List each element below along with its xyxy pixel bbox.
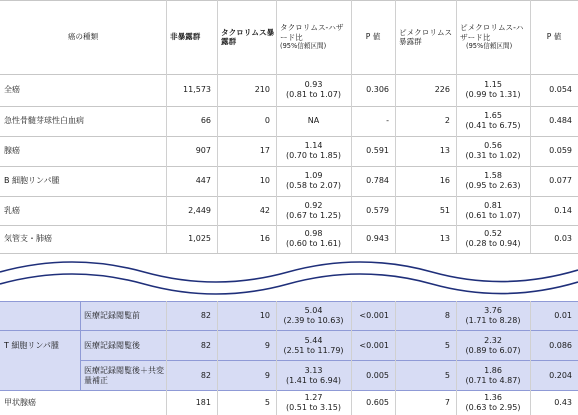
cell-text: 9 [264, 370, 270, 380]
cell-text: 1.86 [484, 365, 502, 375]
cell-ci-text: (0.81 to 1.07) [286, 90, 341, 99]
row-name-text: 全癌 [4, 85, 20, 94]
cell-non-exposed [166, 74, 217, 106]
table-break-waves [0, 252, 578, 300]
cell-p2 [530, 391, 578, 415]
cell-text: 0.591 [366, 146, 389, 155]
cell-text: 0.943 [366, 234, 389, 243]
cell-ci-text: (1.41 to 6.94) [286, 375, 341, 385]
cell-ci-text: (0.63 to 2.95) [465, 403, 521, 412]
cell-text: 42 [259, 205, 270, 215]
cell-text: 0.56 [484, 141, 502, 150]
row-name-text: 腺癌 [4, 146, 20, 155]
cell-tacro-exposed [217, 166, 276, 196]
tcell-sub-label [80, 331, 166, 360]
tcell-sub-label-text: 医療記録閲覧前 [84, 310, 140, 320]
header-tacro-exposed-text: タクロリムス暴露群 [221, 27, 275, 46]
cell-tacro-hr [276, 106, 351, 136]
cell-text: 3.13 [304, 365, 323, 375]
cell-tacro-hr [276, 391, 351, 415]
cell-ci-text: (0.58 to 2.07) [286, 181, 341, 190]
cell-non-exposed [166, 136, 217, 166]
cell-text: 226 [434, 85, 450, 94]
row-name [0, 166, 166, 196]
row-name-text: B 細胞リンパ腫 [4, 176, 60, 185]
cell-p2 [530, 331, 578, 360]
cell-text: 5.04 [304, 305, 323, 315]
cell-text: 0.03 [554, 234, 572, 243]
cell-pime-hr [456, 301, 530, 330]
cell-tacro-exposed [217, 331, 276, 360]
cell-p1 [351, 136, 395, 166]
header-pime-hr-text: ピメクロリムス-ハザード比 [460, 23, 524, 42]
row-name-text: 甲状腺癌 [4, 398, 36, 407]
header-pime-hr [456, 0, 530, 74]
cell-text: 5.44 [304, 335, 323, 345]
cell-ci-text: (2.39 to 10.63) [283, 315, 344, 325]
cell-p2 [530, 225, 578, 253]
cell-tacro-exposed [217, 361, 276, 390]
cell-ci-text: (0.41 to 6.75) [465, 121, 521, 130]
cell-text: 0.98 [304, 229, 323, 238]
cell-text: 0.579 [366, 205, 389, 215]
cell-tacro-exposed [217, 74, 276, 106]
tcell-sub-label [80, 361, 166, 390]
cell-pime-hr [456, 225, 530, 253]
cell-pime-exposed [395, 331, 456, 360]
row-name [0, 225, 166, 253]
cell-ci-text: (0.61 to 1.07) [465, 210, 521, 220]
cell-text: 13 [439, 234, 450, 243]
cell-p1 [351, 391, 395, 415]
cell-text: 10 [259, 310, 270, 320]
cell-text: 82 [200, 310, 211, 320]
cell-pime-exposed [395, 225, 456, 253]
header-tacro-exposed [217, 0, 276, 74]
cell-ci-text: (0.67 to 1.25) [286, 210, 341, 220]
cell-p1 [351, 225, 395, 253]
header-pime-ci-text: (95%信頼区間) [466, 42, 513, 51]
cell-tacro-exposed [217, 391, 276, 415]
cell-ci-text: (0.71 to 4.87) [465, 375, 521, 385]
cell-pime-hr [456, 361, 530, 390]
cell-text: 0.52 [484, 229, 502, 238]
cell-p2 [530, 136, 578, 166]
cell-text: 2,449 [188, 205, 211, 215]
cell-non-exposed [166, 391, 217, 415]
cell-text: - [386, 116, 389, 125]
cell-non-exposed [166, 166, 217, 196]
header-non-exposed-text: 非暴露群 [170, 32, 201, 42]
cell-text: 82 [200, 340, 211, 350]
cell-non-exposed [166, 331, 217, 360]
cell-text: 1.27 [304, 393, 323, 402]
cell-p2 [530, 301, 578, 330]
cell-text: 11,573 [183, 85, 211, 94]
cell-pime-exposed [395, 136, 456, 166]
header-type [0, 0, 166, 74]
header-p2-text: P 値 [546, 32, 562, 42]
cell-text: 0.784 [366, 176, 389, 185]
cell-ci-text: (0.51 to 3.15) [286, 403, 341, 412]
cell-text: 7 [444, 398, 450, 407]
header-p1-text: P 値 [365, 32, 381, 42]
cell-ci-text: (0.89 to 6.07) [465, 345, 521, 355]
cell-pime-hr [456, 106, 530, 136]
tcell-sub-label-text: 医療記録閲覧後 [84, 340, 140, 350]
row-name-text: 急性骨髄芽球性白血病 [4, 116, 84, 125]
cell-tacro-hr [276, 225, 351, 253]
cell-ci-text: (0.99 to 1.31) [465, 90, 521, 99]
cell-ci-text: (0.95 to 2.63) [465, 181, 521, 190]
cell-text: 9 [264, 340, 270, 350]
cell-text: 0.059 [549, 146, 572, 155]
cell-pime-exposed [395, 361, 456, 390]
cell-tacro-exposed [217, 301, 276, 330]
cell-pime-hr [456, 391, 530, 415]
header-pime-exposed [395, 0, 456, 74]
cell-ci-text: (0.31 to 1.02) [465, 151, 521, 160]
cell-p2 [530, 166, 578, 196]
cell-non-exposed [166, 361, 217, 390]
cell-text: 2 [444, 116, 450, 125]
cell-p1 [351, 301, 395, 330]
row-name [0, 74, 166, 106]
cell-ci-text: (0.70 to 1.85) [286, 151, 341, 160]
cell-pime-hr [456, 331, 530, 360]
cell-p2 [530, 74, 578, 106]
cell-text: 907 [195, 146, 211, 155]
cell-text: 0.605 [366, 398, 389, 407]
cell-text: 3.76 [484, 305, 502, 315]
cell-text: 10 [259, 176, 270, 185]
cell-text: 210 [254, 85, 270, 94]
cell-tacro-hr [276, 136, 351, 166]
cell-text: 0.81 [484, 200, 502, 210]
cell-text: 5 [444, 370, 450, 380]
cell-text: <0.001 [359, 340, 389, 350]
cell-ci-text: (0.60 to 1.61) [286, 239, 341, 248]
header-non-exposed [166, 0, 217, 74]
row-name [0, 391, 166, 415]
row-name [0, 196, 166, 225]
wave-line-top [0, 262, 578, 282]
cell-text: 1.58 [484, 171, 502, 180]
cell-text: 1,025 [188, 234, 211, 243]
row-name [0, 136, 166, 166]
cell-text: 1.15 [484, 80, 502, 89]
cell-text: 0.43 [554, 398, 572, 407]
cell-text: 1.14 [304, 141, 323, 150]
cell-text: 66 [200, 116, 211, 125]
cell-tacro-hr [276, 196, 351, 225]
cell-text: 16 [439, 176, 450, 185]
cell-non-exposed [166, 301, 217, 330]
cell-pime-hr [456, 136, 530, 166]
cell-pime-exposed [395, 196, 456, 225]
cell-text: 181 [195, 398, 211, 407]
cell-text: 82 [200, 370, 211, 380]
cell-p2 [530, 196, 578, 225]
cell-p2 [530, 106, 578, 136]
cell-text: 0.077 [549, 176, 572, 185]
cell-p1 [351, 331, 395, 360]
cell-tacro-exposed [217, 106, 276, 136]
cell-tacro-exposed [217, 225, 276, 253]
cell-non-exposed [166, 225, 217, 253]
cell-text: 0.92 [304, 200, 323, 210]
cell-text: 0.005 [366, 370, 389, 380]
cell-ci-text: (0.28 to 0.94) [465, 239, 521, 248]
cell-tacro-hr [276, 74, 351, 106]
cell-pime-exposed [395, 391, 456, 415]
header-p2 [530, 0, 578, 74]
cell-pime-exposed [395, 301, 456, 330]
tcell-group-name-text: T 細胞リンパ腫 [4, 341, 59, 350]
cell-tacro-hr [276, 331, 351, 360]
cell-text: NA [307, 116, 320, 125]
cell-text: 0.306 [366, 85, 389, 94]
cell-text: 0.086 [549, 340, 572, 350]
cell-pime-hr [456, 196, 530, 225]
cell-pime-exposed [395, 166, 456, 196]
header-tacro-ci-text: (95%信頼区間) [280, 42, 327, 51]
cell-non-exposed [166, 196, 217, 225]
header-pime-exposed-text: ピメクロリムス暴露群 [399, 27, 453, 46]
cell-text: 17 [259, 146, 270, 155]
cell-p1 [351, 106, 395, 136]
header-p1 [351, 0, 395, 74]
cell-ci-text: (1.71 to 8.28) [465, 315, 521, 325]
cell-p1 [351, 196, 395, 225]
cell-text: 0.204 [549, 370, 572, 380]
cell-text: 1.65 [484, 111, 502, 120]
cell-text: 0.054 [549, 85, 572, 94]
cell-p1 [351, 74, 395, 106]
cell-text: 16 [259, 234, 270, 243]
cell-text: 0.01 [554, 310, 572, 320]
cell-tacro-hr [276, 301, 351, 330]
wave-line-bottom [0, 274, 578, 294]
row-name [0, 106, 166, 136]
cell-pime-hr [456, 166, 530, 196]
cell-text: 0.14 [554, 205, 572, 215]
cell-text: 1.09 [304, 171, 323, 180]
cell-text: 1.36 [484, 393, 502, 402]
cell-text: 5 [264, 398, 270, 407]
header-tacro-hr-text: タクロリムス-ハザード比 [280, 23, 344, 42]
cell-text: <0.001 [359, 310, 389, 320]
row-name-text: 気管支・肺癌 [4, 234, 52, 243]
cell-p1 [351, 166, 395, 196]
header-type-text: 癌の種類 [67, 32, 99, 42]
cell-pime-exposed [395, 106, 456, 136]
cell-text: 2.32 [484, 335, 502, 345]
cell-pime-exposed [395, 74, 456, 106]
tcell-sub-label [80, 301, 166, 330]
cell-tacro-hr [276, 361, 351, 390]
cell-non-exposed [166, 106, 217, 136]
cell-text: 447 [195, 176, 211, 185]
cell-ci-text: (2.51 to 11.79) [283, 345, 344, 355]
cell-text: 0 [264, 116, 270, 125]
cell-text: 51 [439, 205, 450, 215]
cell-text: 8 [444, 310, 450, 320]
cell-p2 [530, 361, 578, 390]
cell-p1 [351, 361, 395, 390]
cell-text: 13 [439, 146, 450, 155]
cell-tacro-exposed [217, 136, 276, 166]
cell-text: 0.93 [304, 80, 323, 89]
cell-text: 5 [444, 340, 450, 350]
header-tacro-hr [276, 0, 351, 74]
cell-pime-hr [456, 74, 530, 106]
row-name-text: 乳癌 [4, 205, 20, 215]
cell-tacro-exposed [217, 196, 276, 225]
cell-tacro-hr [276, 166, 351, 196]
tcell-group-name [0, 301, 80, 391]
tcell-sub-label-text: 医療記録閲覧後＋共変量補正 [84, 365, 164, 385]
cell-text: 0.484 [549, 116, 572, 125]
